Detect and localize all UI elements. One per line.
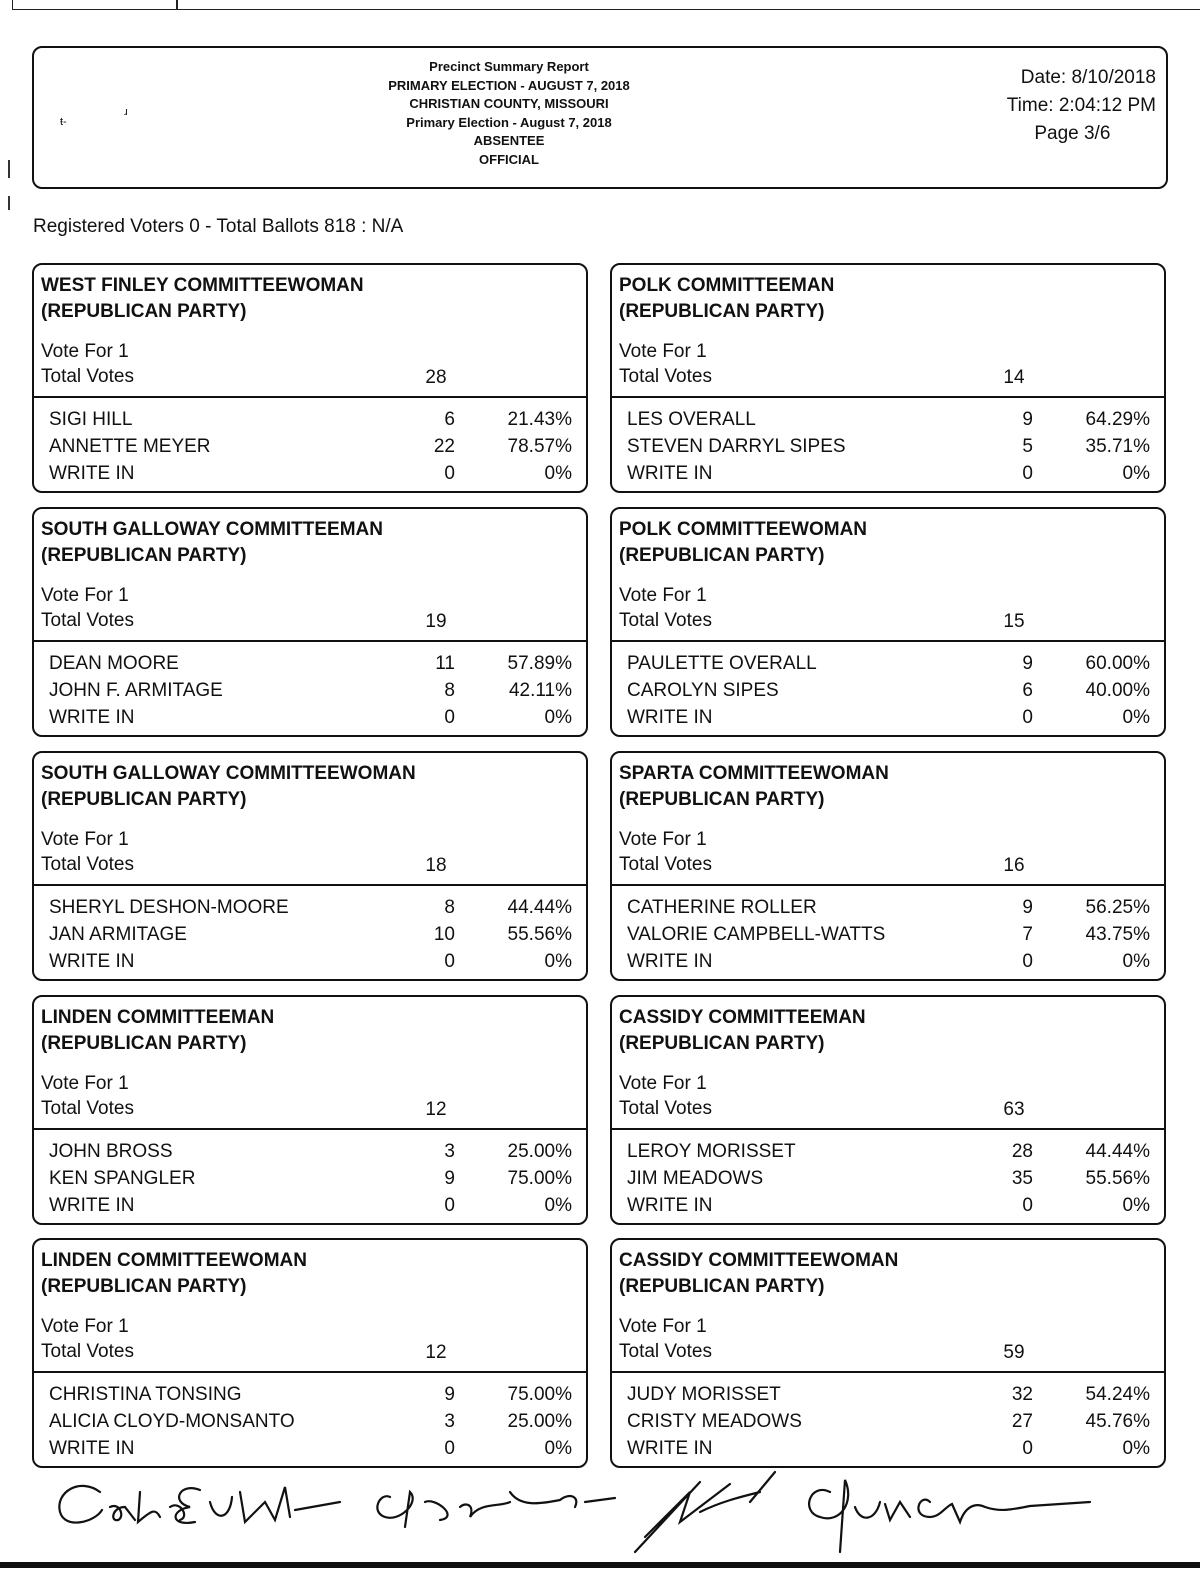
ballot-type: ABSENTEE: [473, 133, 545, 148]
total-votes-label: Total Votes: [41, 366, 134, 387]
candidate-name: CRISTY MEADOWS: [627, 1411, 802, 1432]
candidate-votes: 0: [1022, 1438, 1033, 1459]
candidate-percent: 40.00%: [1085, 680, 1150, 701]
report-header: [32, 46, 1168, 189]
candidate-percent: 0%: [544, 463, 572, 484]
registered-voters-line: Registered Voters 0 - Total Ballots 818 : N/A: [33, 216, 404, 237]
contest-box: [32, 507, 588, 737]
candidate-name: WRITE IN: [627, 463, 713, 484]
page-number: Page 3/6: [1034, 123, 1111, 144]
contest-box: [32, 1238, 588, 1468]
total-votes-value: 19: [425, 611, 447, 632]
candidate-row: [49, 460, 572, 487]
contest-box: [610, 263, 1166, 493]
candidate-name: WRITE IN: [627, 707, 713, 728]
candidate-name: WRITE IN: [49, 707, 135, 728]
total-votes-value: 12: [425, 1342, 447, 1363]
total-votes-value: 59: [1003, 1342, 1025, 1363]
contest-title: [619, 1005, 1159, 1057]
candidate-row: [49, 406, 572, 433]
candidate-percent: 44.44%: [1085, 1141, 1150, 1162]
candidate-votes: 35: [1011, 1168, 1033, 1189]
county-name: CHRISTIAN COUNTY, MISSOURI: [409, 96, 609, 111]
candidate-votes: 10: [433, 924, 455, 945]
candidate-row: [627, 704, 1150, 731]
candidate-name: JAN ARMITAGE: [49, 924, 187, 945]
candidate-name: WRITE IN: [49, 1438, 135, 1459]
contest-office: SOUTH GALLOWAY COMMITTEEMAN: [41, 519, 383, 540]
candidate-percent: 57.89%: [507, 653, 572, 674]
contest-divider: [34, 640, 586, 642]
candidate-votes: 0: [1022, 463, 1033, 484]
candidate-votes: 8: [444, 897, 455, 918]
candidate-votes: 0: [444, 1438, 455, 1459]
contest-divider: [34, 1128, 586, 1130]
candidate-votes: 5: [1022, 436, 1033, 457]
candidate-name: LES OVERALL: [627, 409, 756, 430]
candidate-percent: 0%: [544, 1438, 572, 1459]
candidate-votes: 9: [1022, 897, 1033, 918]
candidate-votes: 7: [1022, 924, 1033, 945]
candidate-percent: 42.11%: [508, 680, 572, 701]
contest-title: [41, 1005, 581, 1057]
contest-title: [619, 761, 1159, 813]
candidate-row: [49, 1381, 572, 1408]
contest-party: (REPUBLICAN PARTY): [619, 1033, 825, 1054]
candidate-votes: 28: [1011, 1141, 1033, 1162]
candidate-name: JOHN BROSS: [49, 1141, 173, 1162]
contest-box: [32, 263, 588, 493]
candidate-votes: 0: [444, 463, 455, 484]
contest-box: [610, 995, 1166, 1225]
contest-box: [32, 995, 588, 1225]
candidate-votes: 9: [1022, 653, 1033, 674]
candidate-percent: 0%: [1122, 1195, 1150, 1216]
candidate-row: [627, 1435, 1150, 1462]
contest-party: (REPUBLICAN PARTY): [619, 1276, 825, 1297]
candidate-votes: 9: [444, 1168, 455, 1189]
candidate-percent: 0%: [544, 951, 572, 972]
vote-for-label: Vote For 1: [41, 585, 129, 606]
candidate-percent: 55.56%: [507, 924, 572, 945]
candidate-name: WRITE IN: [49, 1195, 135, 1216]
candidate-votes: 22: [433, 436, 455, 457]
candidate-name: SIGI HILL: [49, 409, 133, 430]
vote-for-label: Vote For 1: [619, 1316, 707, 1337]
candidate-votes: 0: [444, 951, 455, 972]
candidate-row: [627, 1408, 1150, 1435]
contest-box: [610, 751, 1166, 981]
contest-divider: [612, 396, 1164, 398]
contest-box: [32, 751, 588, 981]
candidate-row: [49, 433, 572, 460]
candidate-percent: 60.00%: [1085, 653, 1150, 674]
candidate-votes: 6: [1022, 680, 1033, 701]
candidate-percent: 25.00%: [507, 1141, 572, 1162]
scan-mark: ɹ: [124, 106, 128, 118]
vote-for-label: Vote For 1: [619, 341, 707, 362]
total-votes-label: Total Votes: [619, 610, 712, 631]
contest-divider: [612, 1128, 1164, 1130]
candidate-row: [49, 948, 572, 975]
report-date: Date: 8/10/2018: [1020, 67, 1156, 88]
total-votes-value: 15: [1003, 611, 1025, 632]
candidate-row: [49, 1408, 572, 1435]
total-votes-label: Total Votes: [619, 1341, 712, 1362]
candidate-row: [627, 406, 1150, 433]
candidate-name: JIM MEADOWS: [627, 1168, 764, 1189]
candidate-row: [49, 1435, 572, 1462]
vote-for-label: Vote For 1: [619, 585, 707, 606]
candidate-percent: 0%: [1122, 1438, 1150, 1459]
candidate-name: WRITE IN: [49, 463, 135, 484]
contest-party: (REPUBLICAN PARTY): [619, 545, 825, 566]
total-votes-label: Total Votes: [41, 854, 134, 875]
candidate-row: [49, 1138, 572, 1165]
candidate-votes: 3: [444, 1141, 455, 1162]
candidate-name: ANNETTE MEYER: [49, 436, 211, 457]
candidate-name: JOHN F. ARMITAGE: [49, 680, 223, 701]
candidate-row: [627, 1192, 1150, 1219]
candidate-row: [627, 1381, 1150, 1408]
candidate-row: [49, 921, 572, 948]
contest-title: [41, 273, 581, 325]
total-votes-value: 63: [1003, 1099, 1025, 1120]
candidate-votes: 9: [1022, 409, 1033, 430]
report-meta: [1007, 64, 1156, 148]
contest-office: LINDEN COMMITTEEWOMAN: [41, 1250, 307, 1271]
contest-party: (REPUBLICAN PARTY): [619, 301, 825, 322]
signature-2: [377, 1492, 615, 1527]
candidate-votes: 6: [444, 409, 455, 430]
candidate-row: [627, 894, 1150, 921]
candidate-name: LEROY MORISSET: [627, 1141, 796, 1162]
candidate-name: CHRISTINA TONSING: [49, 1384, 242, 1405]
vote-for-label: Vote For 1: [41, 1073, 129, 1094]
contest-office: CASSIDY COMMITTEEMAN: [619, 1007, 866, 1028]
candidate-percent: 0%: [544, 707, 572, 728]
candidate-votes: 0: [1022, 951, 1033, 972]
total-votes-label: Total Votes: [619, 1098, 712, 1119]
signature-4: [809, 1480, 1090, 1552]
report-title-block: [314, 58, 704, 169]
total-votes-value: 12: [425, 1099, 447, 1120]
candidate-name: KEN SPANGLER: [49, 1168, 196, 1189]
bottom-border: [0, 1562, 1200, 1568]
contest-title: [41, 1248, 581, 1300]
candidate-votes: 8: [444, 680, 455, 701]
candidate-percent: 75.00%: [507, 1384, 572, 1405]
candidate-name: WRITE IN: [627, 1438, 713, 1459]
report-time: Time: 2:04:12 PM: [1006, 95, 1156, 116]
contest-office: POLK COMMITTEEWOMAN: [619, 519, 868, 540]
candidate-row: [49, 677, 572, 704]
candidate-votes: 0: [444, 1195, 455, 1216]
candidate-row: [627, 460, 1150, 487]
election-name: PRIMARY ELECTION - AUGUST 7, 2018: [388, 77, 630, 93]
candidate-name: CATHERINE ROLLER: [627, 897, 817, 918]
candidate-row: [49, 894, 572, 921]
contest-divider: [612, 884, 1164, 886]
candidate-votes: 9: [444, 1384, 455, 1405]
candidate-percent: 43.75%: [1085, 924, 1150, 945]
vote-for-label: Vote For 1: [41, 829, 129, 850]
contest-divider: [34, 1371, 586, 1373]
candidate-votes: 0: [1022, 1195, 1033, 1216]
signature-1: [59, 1486, 340, 1523]
contest-title: [619, 517, 1159, 569]
candidate-percent: 54.24%: [1085, 1384, 1150, 1405]
candidate-percent: 44.44%: [507, 897, 572, 918]
candidate-percent: 0%: [544, 1195, 572, 1216]
vote-for-label: Vote For 1: [619, 829, 707, 850]
signature-3: [635, 1472, 775, 1552]
contest-divider: [612, 640, 1164, 642]
scan-mark: ŧ-: [60, 116, 67, 128]
contest-divider: [34, 884, 586, 886]
contest-title: [619, 1248, 1159, 1300]
candidate-votes: 3: [444, 1411, 455, 1432]
candidate-percent: 25.00%: [507, 1411, 572, 1432]
vote-for-label: Vote For 1: [619, 1073, 707, 1094]
candidate-percent: 78.57%: [507, 436, 572, 457]
contest-party: (REPUBLICAN PARTY): [41, 1033, 247, 1054]
contest-box: [610, 507, 1166, 737]
contest-title: [41, 761, 581, 813]
contest-party: (REPUBLICAN PARTY): [41, 301, 247, 322]
candidate-percent: 0%: [1122, 463, 1150, 484]
candidate-row: [627, 1138, 1150, 1165]
contest-divider: [34, 396, 586, 398]
candidate-row: [627, 650, 1150, 677]
contest-office: SOUTH GALLOWAY COMMITTEEWOMAN: [41, 763, 416, 784]
contest-divider: [612, 1371, 1164, 1373]
contest-title: [619, 273, 1159, 325]
total-votes-label: Total Votes: [619, 366, 712, 387]
total-votes-label: Total Votes: [41, 1341, 134, 1362]
candidate-name: WRITE IN: [627, 951, 713, 972]
contest-party: (REPUBLICAN PARTY): [41, 1276, 247, 1297]
total-votes-label: Total Votes: [41, 1098, 134, 1119]
vote-for-label: Vote For 1: [41, 1316, 129, 1337]
candidate-percent: 35.71%: [1085, 436, 1150, 457]
candidate-votes: 27: [1011, 1411, 1033, 1432]
candidate-percent: 56.25%: [1085, 897, 1150, 918]
candidate-name: DEAN MOORE: [49, 653, 179, 674]
contest-office: LINDEN COMMITTEEMAN: [41, 1007, 275, 1028]
candidate-percent: 0%: [1122, 707, 1150, 728]
candidate-name: SHERYL DESHON-MOORE: [49, 897, 289, 918]
candidate-row: [49, 650, 572, 677]
contest-office: WEST FINLEY COMMITTEEWOMAN: [41, 275, 364, 296]
contest-party: (REPUBLICAN PARTY): [619, 789, 825, 810]
candidate-name: VALORIE CAMPBELL-WATTS: [627, 924, 886, 945]
candidate-row: [49, 1165, 572, 1192]
candidate-name: WRITE IN: [49, 951, 135, 972]
candidate-percent: 21.43%: [507, 409, 572, 430]
candidate-name: ALICIA CLOYD-MONSANTO: [49, 1411, 295, 1432]
candidate-percent: 75.00%: [507, 1168, 572, 1189]
candidate-row: [49, 1192, 572, 1219]
candidate-percent: 64.29%: [1085, 409, 1150, 430]
top-border-line: [12, 0, 1200, 10]
top-border: [0, 0, 1200, 10]
total-votes-label: Total Votes: [41, 610, 134, 631]
contest-title: [41, 517, 581, 569]
top-border-tick: [176, 0, 178, 9]
candidate-name: WRITE IN: [627, 1195, 713, 1216]
contest-office: POLK COMMITTEEMAN: [619, 275, 835, 296]
contest-box: [610, 1238, 1166, 1468]
contest-party: (REPUBLICAN PARTY): [41, 789, 247, 810]
candidate-votes: 0: [444, 707, 455, 728]
contest-office: CASSIDY COMMITTEEWOMAN: [619, 1250, 899, 1271]
contest-party: (REPUBLICAN PARTY): [41, 545, 247, 566]
candidate-name: PAULETTE OVERALL: [627, 653, 817, 674]
candidate-votes: 32: [1011, 1384, 1033, 1405]
candidate-row: [627, 677, 1150, 704]
candidate-percent: 55.56%: [1085, 1168, 1150, 1189]
election-subtitle: Primary Election - August 7, 2018: [406, 114, 612, 130]
vote-for-label: Vote For 1: [41, 341, 129, 362]
signatures: [40, 1462, 1160, 1562]
candidate-name: STEVEN DARRYL SIPES: [627, 436, 846, 457]
candidate-row: [627, 948, 1150, 975]
report-title: Precinct Summary Report: [429, 59, 589, 74]
total-votes-label: Total Votes: [619, 854, 712, 875]
candidate-row: [627, 433, 1150, 460]
candidate-percent: 45.76%: [1085, 1411, 1150, 1432]
candidate-row: [627, 1165, 1150, 1192]
candidate-votes: 11: [435, 653, 455, 674]
candidate-name: JUDY MORISSET: [627, 1384, 781, 1405]
total-votes-value: 18: [425, 855, 447, 876]
candidate-name: CAROLYN SIPES: [627, 680, 779, 701]
total-votes-value: 16: [1003, 855, 1025, 876]
report-status: OFFICIAL: [479, 151, 539, 167]
candidate-votes: 0: [1022, 707, 1033, 728]
contest-office: SPARTA COMMITTEEWOMAN: [619, 763, 889, 784]
total-votes-value: 28: [425, 367, 447, 388]
candidate-row: [49, 704, 572, 731]
candidate-row: [627, 921, 1150, 948]
total-votes-value: 14: [1003, 367, 1025, 388]
candidate-percent: 0%: [1122, 951, 1150, 972]
